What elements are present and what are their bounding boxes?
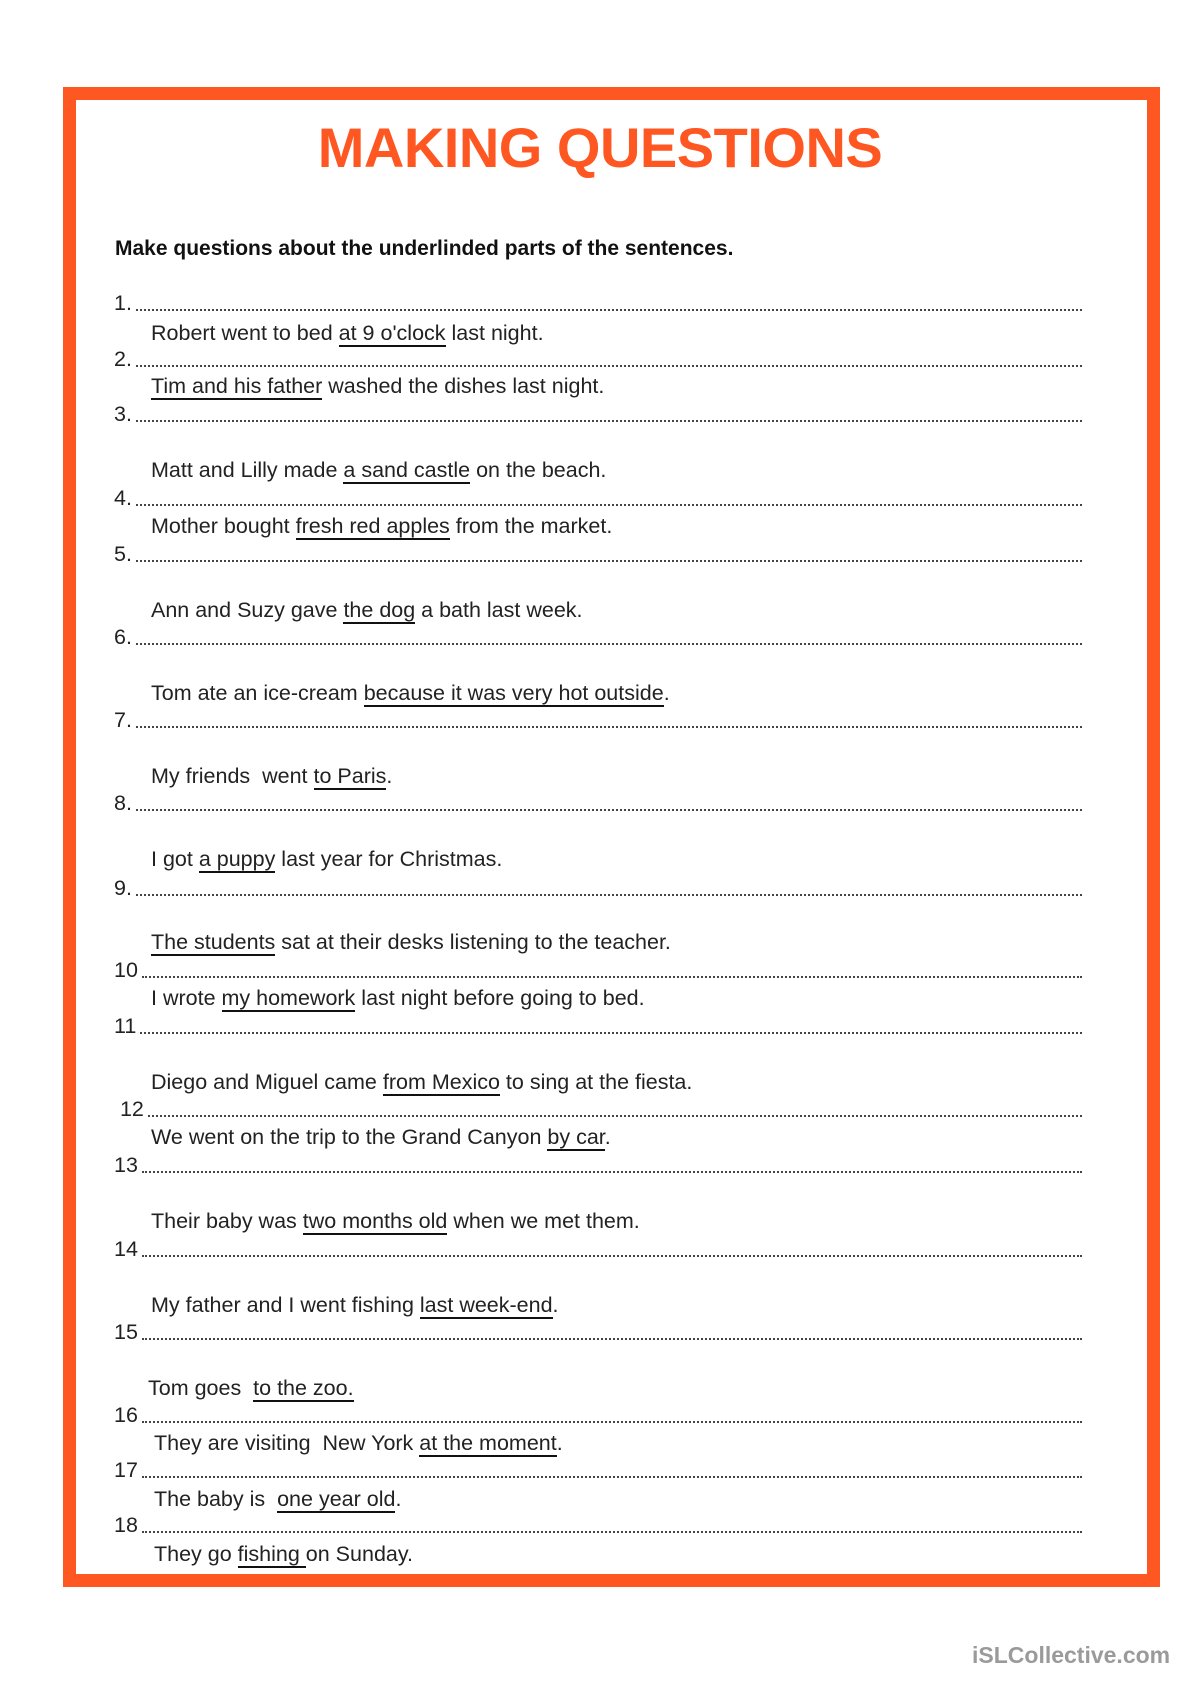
underlined-part: to the zoo. xyxy=(253,1376,354,1400)
answer-line[interactable] xyxy=(114,346,1082,372)
sentence-text: The baby is xyxy=(154,1487,278,1511)
sentence-text: from the market. xyxy=(449,514,613,538)
item-number: 1. xyxy=(114,291,132,315)
sentence-text: Robert went to bed xyxy=(151,321,339,345)
underlined-part: fresh red apples xyxy=(295,514,450,538)
underlined-part: a sand castle xyxy=(343,458,471,482)
sentence xyxy=(151,457,606,483)
sentence-text: Tom goes xyxy=(148,1376,254,1400)
answer-line[interactable] xyxy=(114,290,1082,316)
dotted-answer-space[interactable] xyxy=(136,419,1082,422)
sentence-text: last year for Christmas. xyxy=(275,847,503,871)
answer-line[interactable] xyxy=(114,401,1082,427)
sentence-text: Ann and Suzy gave xyxy=(151,598,344,622)
item-number: 8. xyxy=(114,791,132,815)
item-number: 13 xyxy=(114,1153,138,1177)
item-number: 5. xyxy=(114,542,132,566)
sentence-text: when we met them. xyxy=(447,1209,640,1233)
underlined-part: two months old xyxy=(302,1209,448,1233)
underlined-part: the dog xyxy=(343,598,416,622)
sentence-text: Mother bought xyxy=(151,514,296,538)
answer-line[interactable] xyxy=(114,541,1082,567)
answer-line[interactable] xyxy=(114,624,1082,650)
underlined-part: by car xyxy=(547,1125,605,1149)
underlined-part: to Paris xyxy=(313,764,387,788)
instructions: Make questions about the underlinded parts of the sentences. xyxy=(115,237,734,260)
sentence-text: to sing at the fiesta. xyxy=(499,1070,693,1094)
item-number: 18 xyxy=(114,1513,138,1537)
underlined-part: one year old xyxy=(277,1487,396,1511)
dotted-answer-space[interactable] xyxy=(142,1170,1082,1173)
item-number: 6. xyxy=(114,625,132,649)
item-number: 11 xyxy=(114,1014,137,1038)
item-number: 12 xyxy=(114,1097,144,1121)
sentence xyxy=(154,1430,563,1456)
sentence-text: on Sunday. xyxy=(305,1542,413,1566)
dotted-answer-space[interactable] xyxy=(142,1475,1082,1478)
sentence-text: I got xyxy=(151,847,199,871)
item-number: 16 xyxy=(114,1403,138,1427)
sentence-text: last night before going to bed. xyxy=(355,986,645,1010)
dotted-answer-space[interactable] xyxy=(136,308,1082,311)
sentence-text: Diego and Miguel came xyxy=(151,1070,383,1094)
underlined-part: fishing xyxy=(237,1542,306,1566)
item-number: 7. xyxy=(114,708,132,732)
sentence-text: . xyxy=(386,764,393,788)
underlined-part: at 9 o'clock xyxy=(338,321,446,345)
sentence xyxy=(151,929,671,955)
sentence-text: Tom ate an ice-cream xyxy=(151,681,364,705)
sentence xyxy=(151,763,392,789)
answer-line[interactable] xyxy=(114,1013,1082,1039)
sentence-text: Matt and Lilly made xyxy=(151,458,344,482)
sentence xyxy=(151,985,645,1011)
dotted-answer-space[interactable] xyxy=(136,503,1082,506)
item-number: 4. xyxy=(114,486,132,510)
sentence xyxy=(151,846,502,872)
underlined-part: a puppy xyxy=(198,847,276,871)
item-number: 3. xyxy=(114,402,132,426)
dotted-answer-space[interactable] xyxy=(142,1337,1082,1340)
underlined-part: Tim and his father xyxy=(151,374,323,398)
sentence-text: I wrote xyxy=(151,986,222,1010)
item-number: 14 xyxy=(114,1237,138,1261)
answer-line[interactable] xyxy=(114,1402,1082,1428)
answer-line[interactable] xyxy=(114,1152,1082,1178)
sentence-text: on the beach. xyxy=(470,458,607,482)
dotted-answer-space[interactable] xyxy=(136,559,1082,562)
answer-line[interactable] xyxy=(114,1319,1082,1345)
sentence-text: They go xyxy=(154,1542,238,1566)
sentence xyxy=(151,373,604,399)
answer-line[interactable] xyxy=(114,1512,1082,1538)
dotted-answer-space[interactable] xyxy=(136,893,1082,896)
answer-line[interactable] xyxy=(114,707,1082,733)
underlined-part: because it was very hot outside xyxy=(363,681,664,705)
sentence xyxy=(151,597,583,623)
sentence-text: They are visiting New York xyxy=(154,1431,420,1455)
answer-line[interactable] xyxy=(114,1457,1082,1483)
sentence xyxy=(151,513,612,539)
sentence xyxy=(151,1124,611,1150)
answer-line[interactable] xyxy=(114,485,1082,511)
dotted-answer-space[interactable] xyxy=(136,808,1082,811)
page-title: MAKING QUESTIONS xyxy=(317,116,883,179)
sentence-text: . xyxy=(604,1125,611,1149)
item-number: 10 xyxy=(114,958,138,982)
sentence-text: My friends went xyxy=(151,764,314,788)
item-number: 15 xyxy=(114,1320,138,1344)
underlined-part: The students xyxy=(151,930,276,954)
sentence-text: . xyxy=(395,1487,402,1511)
dotted-answer-space[interactable] xyxy=(142,975,1082,978)
sentence xyxy=(154,1541,413,1567)
underlined-part: my homework xyxy=(221,986,356,1010)
sentence-text: . xyxy=(663,681,670,705)
sentence-text: last night. xyxy=(445,321,544,345)
sentence-text: sat at their desks listening to the teacher. xyxy=(275,930,671,954)
answer-line[interactable] xyxy=(114,1236,1082,1262)
underlined-part: at the moment xyxy=(419,1431,557,1455)
dotted-answer-space[interactable] xyxy=(142,1254,1082,1257)
sentence xyxy=(148,1375,354,1401)
sentence xyxy=(151,1292,559,1318)
dotted-answer-space[interactable] xyxy=(136,642,1082,645)
answer-line[interactable] xyxy=(114,1096,1082,1122)
sentence-text: washed the dishes last night. xyxy=(322,374,605,398)
sentence xyxy=(151,1208,640,1234)
dotted-answer-space[interactable] xyxy=(142,1420,1082,1423)
sentence-text: Their baby was xyxy=(151,1209,303,1233)
dotted-answer-space[interactable] xyxy=(140,1031,1082,1034)
sentence xyxy=(154,1486,401,1512)
dotted-answer-space[interactable] xyxy=(136,725,1082,728)
sentence xyxy=(151,1069,692,1095)
dotted-answer-space[interactable] xyxy=(148,1114,1082,1117)
underlined-part: from Mexico xyxy=(382,1070,500,1094)
answer-line[interactable] xyxy=(114,875,1082,901)
answer-line[interactable] xyxy=(114,790,1082,816)
sentence-text: . xyxy=(556,1431,563,1455)
sentence xyxy=(151,320,544,346)
sentence-text: My father and I went fishing xyxy=(151,1293,420,1317)
dotted-answer-space[interactable] xyxy=(142,1530,1082,1533)
item-number: 2. xyxy=(114,347,132,371)
item-number: 9. xyxy=(114,876,132,900)
underlined-part: last week-end xyxy=(419,1293,553,1317)
sentence-text: We went on the trip to the Grand Canyon xyxy=(151,1125,548,1149)
answer-line[interactable] xyxy=(114,957,1082,983)
dotted-answer-space[interactable] xyxy=(136,364,1082,367)
sentence-text: . xyxy=(552,1293,559,1317)
item-number: 17 xyxy=(114,1458,138,1482)
watermark: iSLCollective.com xyxy=(972,1642,1171,1668)
sentence-text: a bath last week. xyxy=(415,598,583,622)
sentence xyxy=(151,680,670,706)
